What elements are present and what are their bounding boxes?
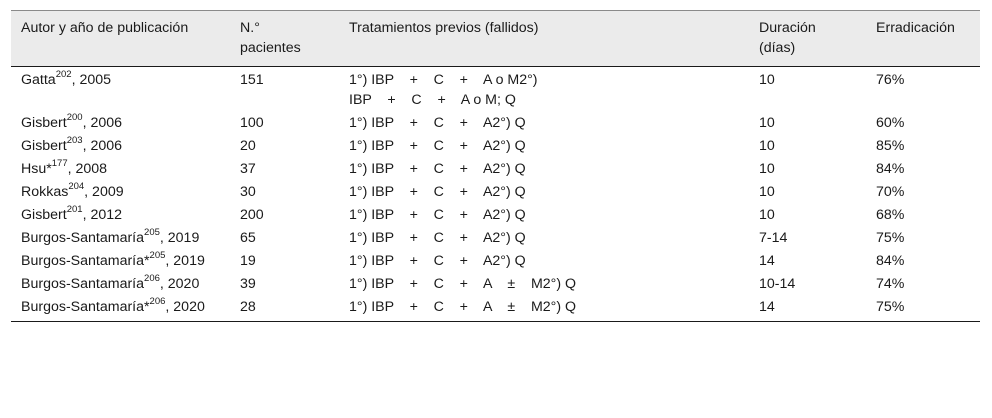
eradication-value: 70% [876,184,905,200]
cell-treatment [349,181,759,204]
eradication-value: 68% [876,207,905,223]
duration-value: 10 [759,161,775,177]
table-row [11,296,980,322]
eradication-value: 74% [876,276,905,292]
cell-duration [759,158,876,181]
cell-treatment [349,273,759,296]
reference-number: 203 [66,135,83,147]
patients-value: 20 [240,138,256,154]
eradication-value: 84% [876,253,905,269]
patients-value: 39 [240,276,256,292]
cell-treatment [349,112,759,135]
author-year: , 2005 [71,72,112,88]
duration-value: 10 [759,207,775,223]
author-year: , 2020 [159,276,200,292]
table-row [11,67,980,113]
treatment-value: 1°) IBP + C + A ± M2°) Q [349,299,577,315]
eradication-table [11,10,980,322]
treatment-value: 1°) IBP + C + A2°) Q [349,184,526,200]
cell-patients [240,273,349,296]
treatment-value: 1°) IBP + C + A2°) Q [349,115,526,131]
cell-author [11,273,240,296]
cell-patients [240,181,349,204]
eradication-value: 85% [876,138,905,154]
cell-duration [759,112,876,135]
cell-eradication [876,135,980,158]
duration-value: 7-14 [759,230,788,246]
table-row [11,135,980,158]
cell-duration [759,273,876,296]
cell-duration [759,250,876,273]
reference-number: 201 [66,204,83,216]
header-author: Autor y año de publicación [11,11,240,67]
cell-patients [240,158,349,181]
cell-treatment [349,296,759,322]
eradication-value: 75% [876,299,905,315]
table-row [11,227,980,250]
author-year: , 2019 [159,230,200,246]
duration-value: 14 [759,253,775,269]
eradication-value: 60% [876,115,905,131]
cell-eradication [876,158,980,181]
reference-number: 206 [149,296,166,308]
cell-treatment [349,135,759,158]
patients-value: 30 [240,184,256,200]
table-row [11,158,980,181]
cell-eradication [876,273,980,296]
header-row [11,11,980,67]
author-year: , 2020 [165,299,205,315]
patients-value: 100 [240,115,264,131]
cell-duration [759,135,876,158]
cell-treatment [349,204,759,227]
cell-patients [240,227,349,250]
cell-eradication [876,227,980,250]
cell-patients [240,112,349,135]
cell-duration [759,227,876,250]
author-name: Gatta [21,72,56,88]
header-duration-label: Duración (días) [759,20,816,56]
author-name: Rokkas [21,184,69,200]
patients-value: 151 [240,72,264,88]
cell-eradication [876,296,980,322]
patients-value: 65 [240,230,256,246]
duration-value: 14 [759,299,775,315]
table-row [11,112,980,135]
cell-patients [240,204,349,227]
cell-author [11,112,240,135]
author-year: , 2012 [82,207,123,223]
cell-patients [240,67,349,113]
header-treatments: Tratamientos previos (fallidos) [349,11,759,67]
cell-author [11,296,240,322]
cell-author [11,227,240,250]
reference-number: 177 [51,158,68,170]
table-row [11,181,980,204]
cell-treatment [349,227,759,250]
author-name: Gisbert [21,115,67,131]
reference-number: 205 [149,250,166,262]
duration-value: 10 [759,115,775,131]
cell-patients [240,135,349,158]
patients-value: 37 [240,161,256,177]
author-name: Burgos-Santamaría* [21,253,150,269]
cell-author [11,181,240,204]
cell-treatment [349,158,759,181]
header-patients-label: N.° pacientes [240,20,301,56]
table-row [11,204,980,227]
reference-number: 205 [144,227,160,239]
header-eradication: Erradicación [876,11,980,67]
author-name: Gisbert [21,207,67,223]
cell-author [11,135,240,158]
eradication-value: 75% [876,230,905,246]
author-name: Hsu* [21,161,52,177]
author-year: , 2009 [84,184,124,200]
duration-value: 10 [759,72,775,88]
reference-number: 202 [55,69,72,81]
header-patients [240,11,349,67]
cell-duration [759,181,876,204]
treatment-value: 1°) IBP + C + A2°) Q [349,230,526,246]
cell-eradication [876,250,980,273]
cell-eradication [876,67,980,113]
reference-number: 206 [144,273,160,285]
treatment-value: 1°) IBP + C + A2°) Q [349,138,526,154]
treatment-value-line2: IBP + C + A o M; Q [349,92,516,108]
table-body [11,67,980,322]
cell-duration [759,296,876,322]
cell-author [11,250,240,273]
cell-eradication [876,112,980,135]
reference-number: 204 [68,181,85,193]
patients-value: 200 [240,207,264,223]
author-year: , 2019 [165,253,205,269]
cell-eradication [876,181,980,204]
author-name: Burgos-Santamaría [21,276,145,292]
treatment-value: 1°) IBP + C + A o M2°) [349,72,538,88]
cell-treatment [349,250,759,273]
duration-value: 10 [759,184,775,200]
cell-treatment [349,67,759,113]
cell-duration [759,67,876,113]
cell-author [11,204,240,227]
cell-duration [759,204,876,227]
patients-value: 28 [240,299,256,315]
patients-value: 19 [240,253,256,269]
author-year: , 2006 [82,138,123,154]
duration-value: 10-14 [759,276,796,292]
treatment-value: 1°) IBP + C + A ± M2°) Q [349,276,577,292]
author-year: , 2006 [82,115,123,131]
eradication-value: 76% [876,72,905,88]
reference-number: 200 [66,112,83,124]
header-duration [759,11,876,67]
treatment-value: 1°) IBP + C + A2°) Q [349,253,526,269]
author-year: , 2008 [67,161,108,177]
cell-author [11,67,240,113]
treatment-value: 1°) IBP + C + A2°) Q [349,207,526,223]
eradication-value: 84% [876,161,905,177]
cell-patients [240,296,349,322]
table-row [11,273,980,296]
treatment-value: 1°) IBP + C + A2°) Q [349,161,526,177]
author-name: Gisbert [21,138,67,154]
duration-value: 10 [759,138,775,154]
cell-eradication [876,204,980,227]
author-name: Burgos-Santamaría [21,230,145,246]
author-name: Burgos-Santamaría* [21,299,150,315]
cell-author [11,158,240,181]
table-row [11,250,980,273]
cell-patients [240,250,349,273]
